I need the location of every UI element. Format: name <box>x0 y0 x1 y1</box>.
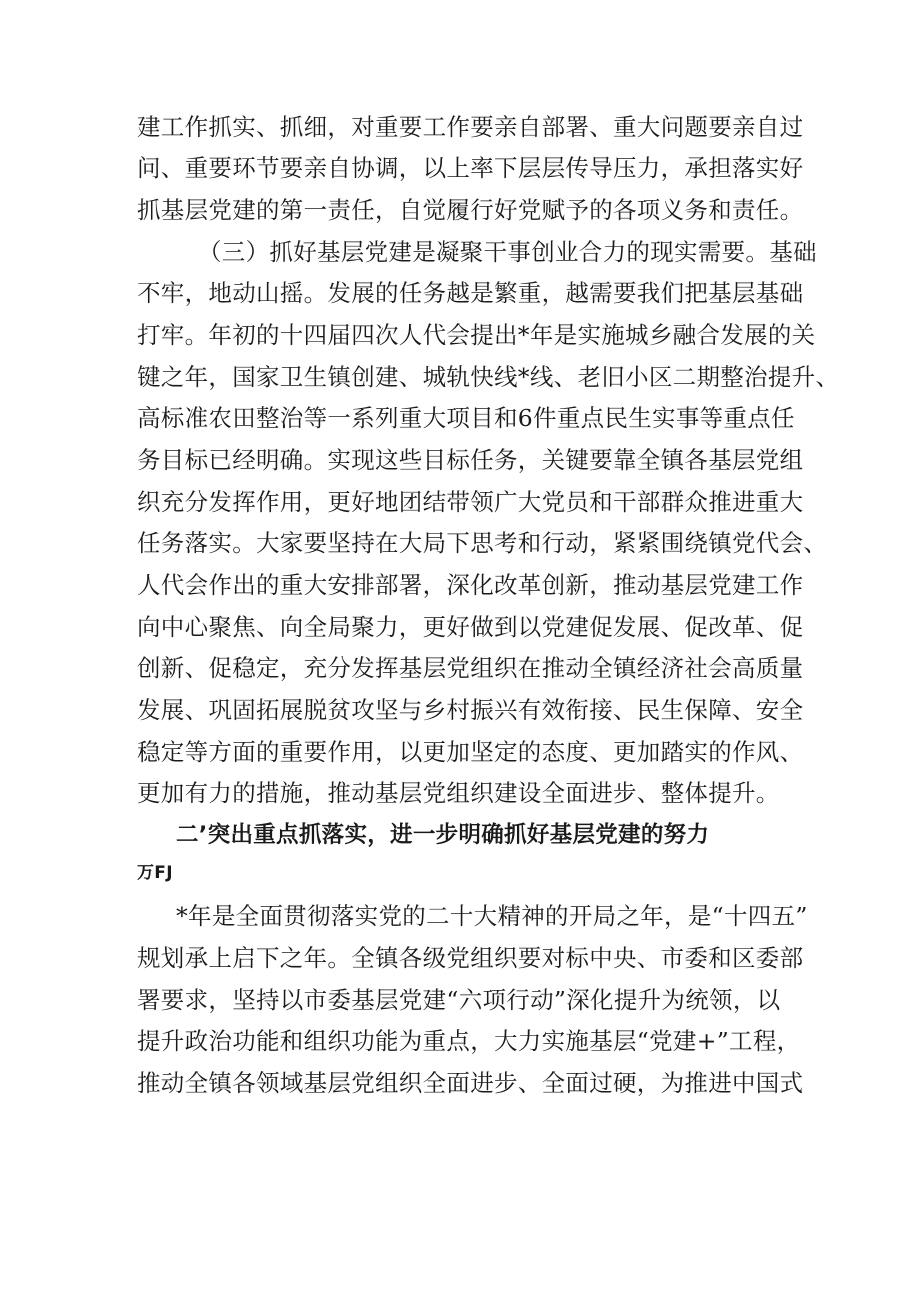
section-heading-continuation: 万FJ <box>137 863 173 883</box>
text-line: 创新、促稳定，充分发挥基层党组织在推动全镇经济社会高质量 <box>137 654 804 682</box>
text-line: 问、重要环节要亲自协调，以上率下层层传导压力，承担落实好 <box>137 154 804 182</box>
text-line: 署要求，坚持以市委基层党建“六项行动”深化提升为统领，以 <box>137 986 781 1014</box>
text-line: 规划承上启下之年。全镇各级党组织要对标中央、市委和区委部 <box>137 944 804 972</box>
text-line: 更加有力的措施，推动基层党组织建设全面进步、整体提升。 <box>137 779 780 807</box>
text-line: 务目标已经明确。实现这些目标任务，关键要靠全镇各基层党组 <box>137 446 804 474</box>
text-line: 稳定等方面的重要作用，以更加坚定的态度、更加踏实的作风、 <box>137 738 804 766</box>
text-line: 键之年，国家卫生镇创建、城轨快线*线、老旧小区二期整治提升、 <box>137 363 840 391</box>
text-line: *年是全面贯彻落实党的二十大精神的开局之年，是“十四五” <box>176 902 808 930</box>
text-line: 向中心聚焦、向全局聚力，更好做到以党建促发展、促改革、促 <box>137 613 804 641</box>
text-line: 推动全镇各领域基层党组织全面进步、全面过硬，为推进中国式 <box>137 1069 804 1097</box>
text-line: 任务落实。大家要坚持在大局下思考和行动，紧紧围绕镇党代会、 <box>137 529 828 557</box>
text-line: 提升政治功能和组织功能为重点，大力实施基层“党建+”工程， <box>137 1027 801 1055</box>
text-line: 织充分发挥作用，更好地团结带领广大党员和干部群众推进重大 <box>137 488 804 516</box>
section-heading: 二’突出重点抓落实，进一步明确抓好基层党建的努力 <box>176 822 710 848</box>
text-line: 发展、巩固拓展脱贫攻坚与乡村振兴有效衔接、民生保障、安全 <box>137 696 804 724</box>
text-line: 高标准农田整治等一系列重大项目和6件重点民生实事等重点任 <box>137 404 795 432</box>
text-line: 人代会作出的重大安排部署，深化改革创新，推动基层党建工作 <box>137 571 804 599</box>
text-line: 抓基层党建的第一责任，自觉履行好党赋予的各项义务和责任。 <box>137 196 804 224</box>
text-line: 建工作抓实、抓细，对重要工作要亲自部署、重大问题要亲自过 <box>137 113 804 141</box>
text-line: 打牢。年初的十四届四次人代会提出*年是实施城乡融合发展的关 <box>137 321 816 349</box>
text-line: （三）抓好基层党建是凝聚干事创业合力的现实需要。基础 <box>198 238 817 266</box>
text-line: 不牢，地动山摇。发展的任务越是繁重，越需要我们把基层基础 <box>137 279 804 307</box>
